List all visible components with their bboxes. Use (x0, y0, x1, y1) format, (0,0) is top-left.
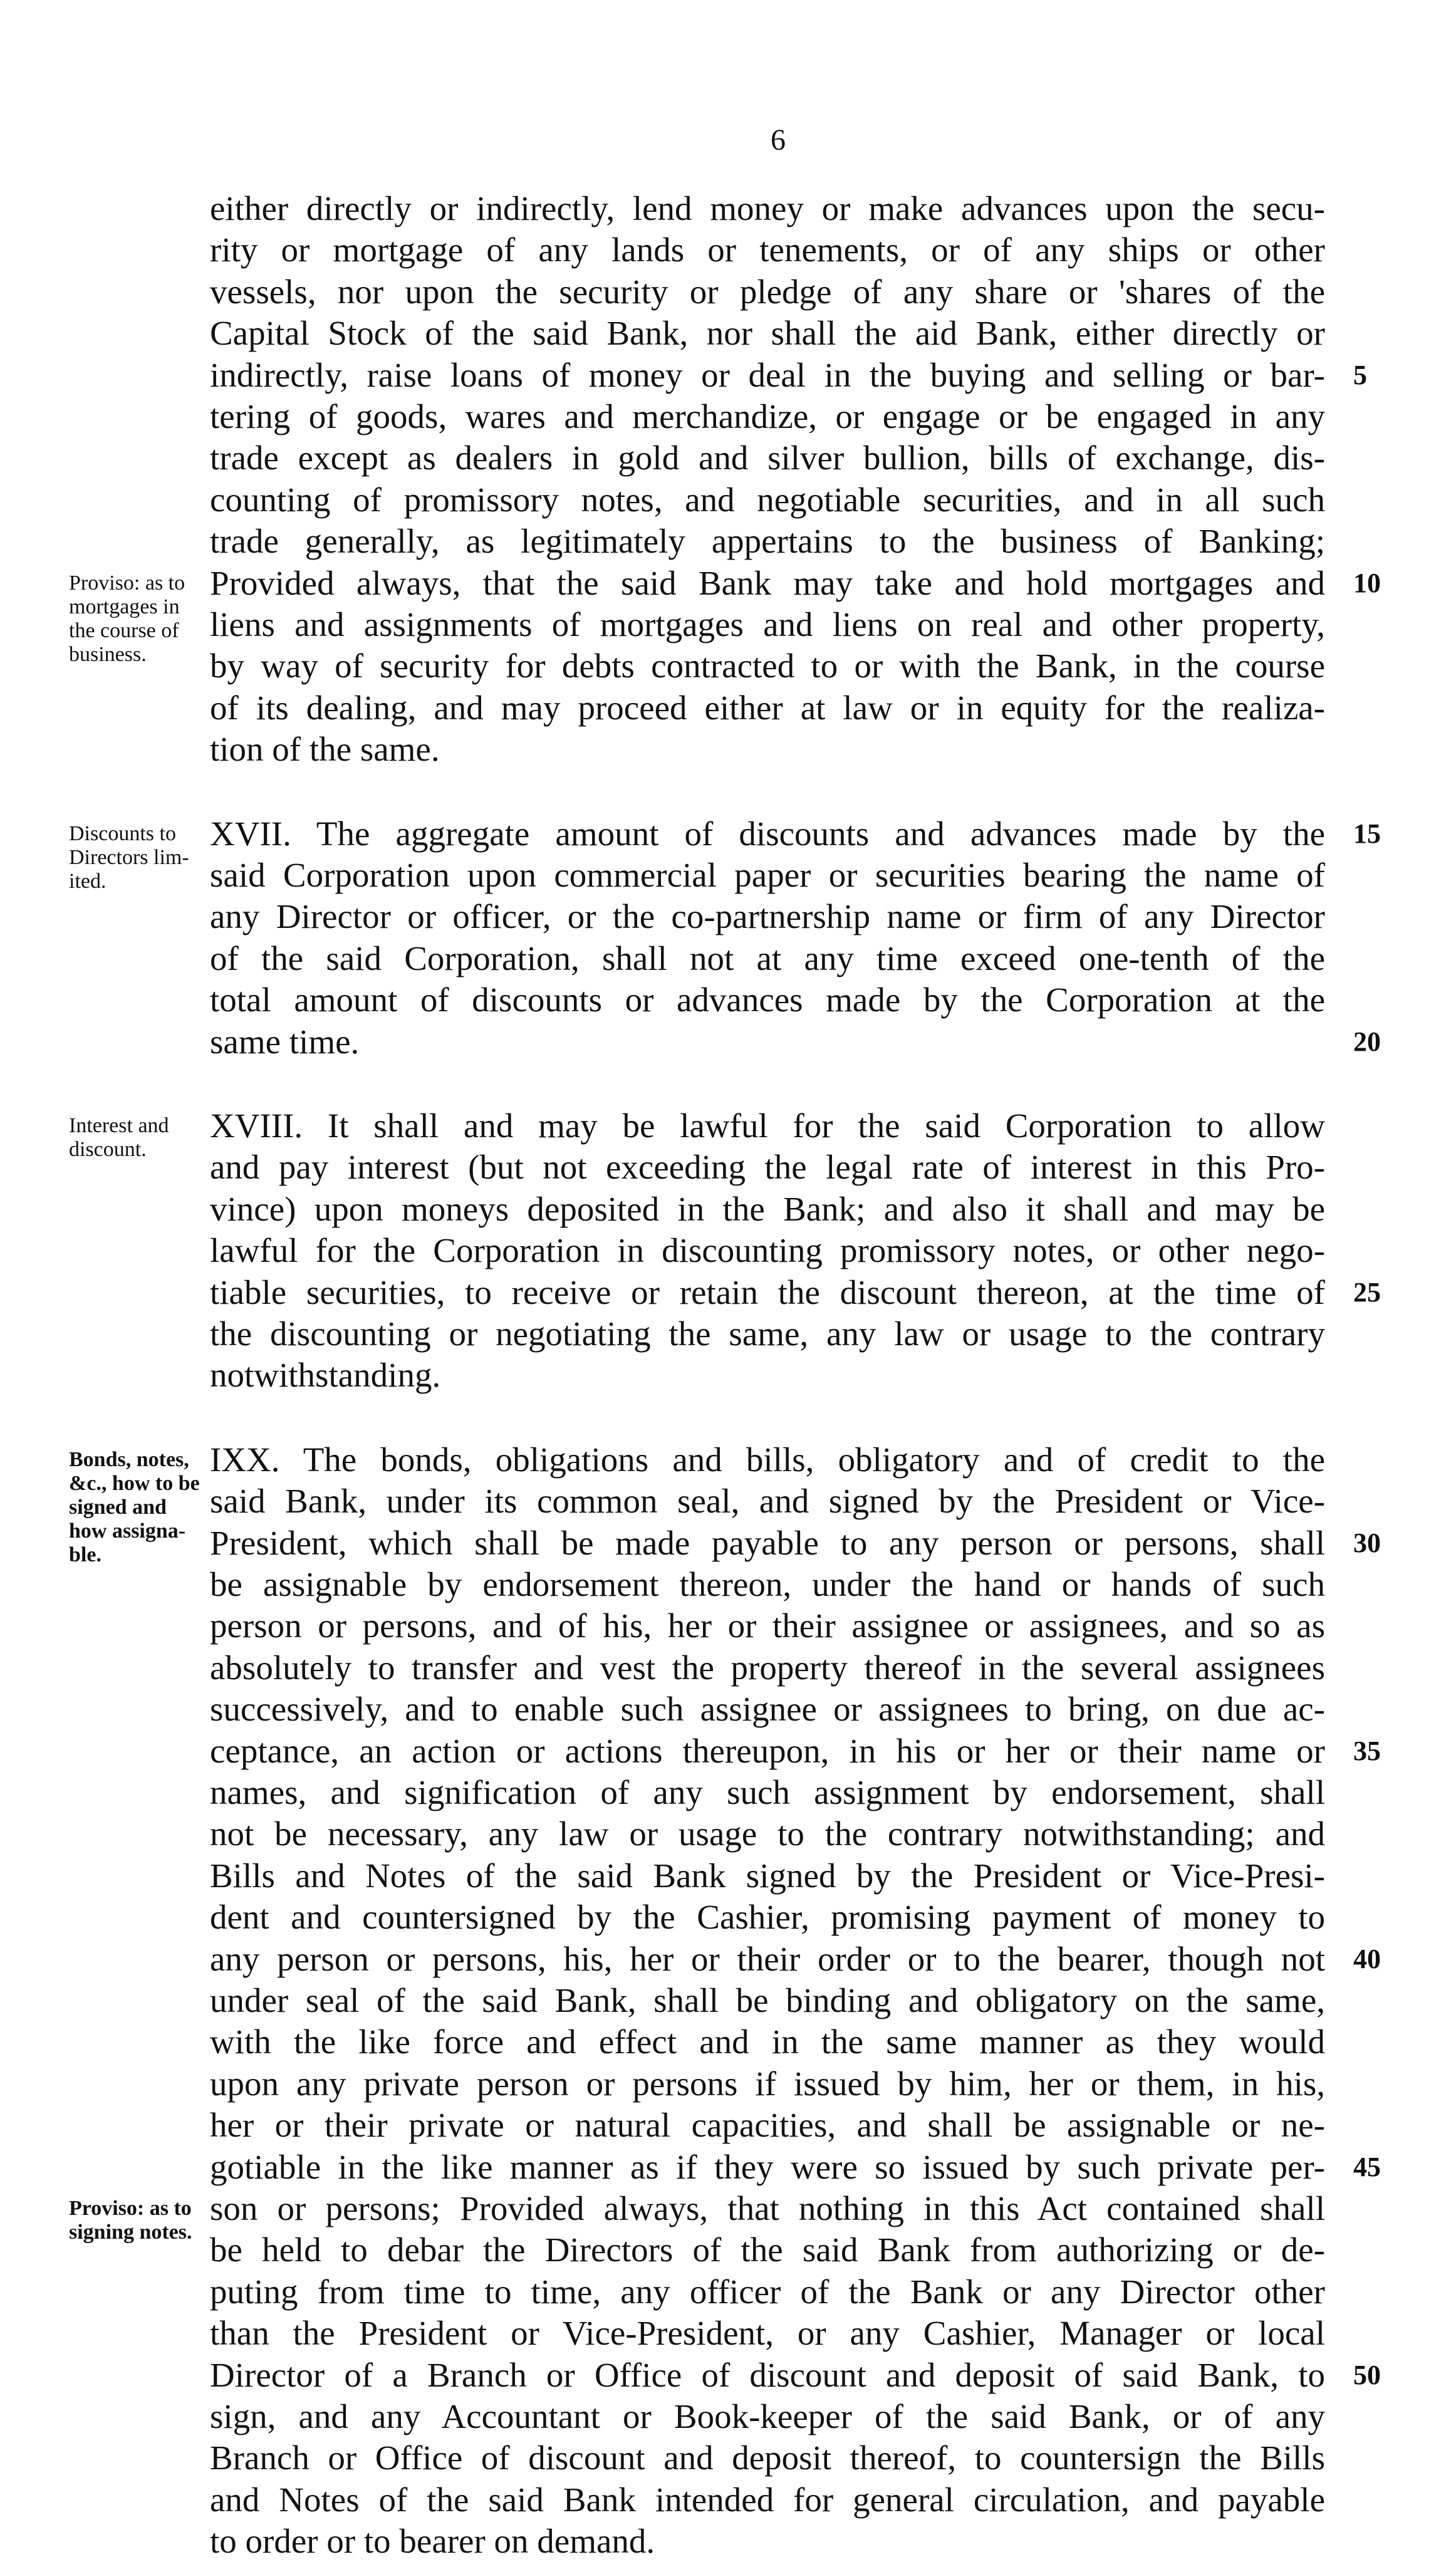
line-number: 20 (1353, 1026, 1381, 1057)
body-line: trade except as dealers in gold and silver bullion, bills of exchange, dis- (210, 439, 1325, 477)
body-line: son or persons; Provided always, that nothing in this Act contained shall (210, 2189, 1325, 2227)
body-line: and Notes of the said Bank intended for general circulation, and payable (210, 2480, 1325, 2519)
body-line: names, and signification of any such assignment by endorsement, shall (210, 1773, 1325, 1811)
body-line: successively, and to enable such assignee or assignees to bring, on due ac- (210, 1690, 1325, 1729)
body-line: Bills and Notes of the said Bank signed by the President or Vice-Presi- (210, 1856, 1325, 1895)
body-line: lawful for the Corporation in discounting promissory notes, or other nego- (210, 1231, 1325, 1270)
body-line: Branch or Office of discount and deposit thereof, to countersign the Bills (210, 2439, 1325, 2477)
body-line: be held to debar the Directors of the said Bank from authorizing or de- (210, 2231, 1325, 2269)
body-line: under seal of the said Bank, shall be binding and obligatory on the same, (210, 1981, 1325, 2019)
line-number: 10 (1353, 567, 1381, 598)
body-line: liens and assignments of mortgages and liens on real and other property, (210, 605, 1325, 643)
body-line: ceptance, an action or actions thereupon, in his or her or their name or (210, 1731, 1325, 1770)
body-line: Capital Stock of the said Bank, nor shall the aid Bank, either directly or (210, 314, 1325, 353)
margin-note: Discounts to Directors lim- ited. (69, 821, 189, 893)
body-line: her or their private or natural capacities, and shall be assignable or ne- (210, 2106, 1325, 2145)
body-line: total amount of discounts or advances made by the Corporation at the (210, 981, 1325, 1019)
body-line: sign, and any Accountant or Book-keeper of the said Bank, or of any (210, 2397, 1325, 2435)
body-line: with the like force and effect and in the same manner as they would (210, 2023, 1325, 2061)
body-line: said Corporation upon commercial paper or securities bearing the name of (210, 856, 1325, 894)
body-line: same time. (210, 1022, 360, 1061)
margin-note: Bonds, notes, &c., how to be signed and how assigna- ble. (69, 1447, 200, 1566)
line-number: 30 (1353, 1527, 1381, 1558)
line-number: 5 (1353, 359, 1367, 390)
body-line: notwithstanding. (210, 1356, 441, 1395)
body-line: absolutely to transfer and vest the property thereof in the several assignees (210, 1648, 1325, 1687)
line-number: 25 (1353, 1276, 1381, 1308)
line-number: 15 (1353, 818, 1381, 849)
body-line: tion of the same. (210, 730, 440, 769)
body-line: indirectly, raise loans of money or deal in the buying and selling or bar- (210, 355, 1325, 394)
body-line: and pay interest (but not exceeding the legal rate of interest in this Pro- (210, 1148, 1325, 1187)
body-line: either directly or indirectly, lend money or make advances upon the secu- (210, 189, 1325, 227)
body-line: person or persons, and of his, her or their assignee or assignees, and so as (210, 1606, 1325, 1645)
body-line: by way of security for debts contracted to or with the Bank, in the course (210, 647, 1325, 685)
body-line: rity or mortgage of any lands or tenements, or of any ships or other (210, 231, 1325, 269)
body-line: upon any private person or persons if issued by him, her or them, in his, (210, 2064, 1325, 2103)
body-line: XVIII. It shall and may be lawful for the said Corporation to allow (210, 1107, 1325, 1145)
body-line: tering of goods, wares and merchandize, or engage or be engaged in any (210, 397, 1325, 435)
body-line: of its dealing, and may proceed either at law or in equity for the realiza- (210, 688, 1325, 727)
body-line: tiable securities, to receive or retain the discount thereon, at the time of (210, 1273, 1325, 1311)
body-line: gotiable in the like manner as if they were so issued by such private per- (210, 2147, 1325, 2186)
body-line: XVII. The aggregate amount of discounts and advances made by the (210, 814, 1325, 853)
body-line: than the President or Vice-President, or any Cashier, Manager or local (210, 2314, 1325, 2353)
page-number: 6 (771, 123, 786, 157)
margin-note: Proviso: as to mortgages in the course of business. (69, 571, 185, 666)
line-number: 50 (1353, 2359, 1381, 2390)
body-line: be assignable by endorsement thereon, under the hand or hands of such (210, 1565, 1325, 1603)
line-number: 35 (1353, 1735, 1381, 1766)
margin-note: Proviso: as to signing notes. (69, 2197, 192, 2244)
body-line: of the said Corporation, shall not at any time exceed one-tenth of the (210, 939, 1325, 977)
body-line: puting from time to time, any officer of the Bank or any Director other (210, 2272, 1325, 2311)
body-line: vince) upon moneys deposited in the Bank; and also it shall and may be (210, 1189, 1325, 1228)
body-line: any person or persons, his, her or their order or to the bearer, though not (210, 1939, 1325, 1978)
body-line: vessels, nor upon the security or pledge of any share or 'shares of the (210, 272, 1325, 311)
body-line: IXX. The bonds, obligations and bills, obligatory and of credit to the (210, 1440, 1325, 1479)
body-line: to order or to bearer on demand. (210, 2522, 655, 2561)
body-line: Provided always, that the said Bank may take and hold mortgages and (210, 563, 1325, 602)
body-line: Director of a Branch or Office of discount and deposit of said Bank, to (210, 2355, 1325, 2394)
body-line: not be necessary, any law or usage to the contrary notwithstanding; and (210, 1815, 1325, 1853)
body-line: President, which shall be made payable to any person or persons, shall (210, 1523, 1325, 1562)
body-line: the discounting or negotiating the same, any law or usage to the contrary (210, 1315, 1325, 1353)
line-number: 45 (1353, 2151, 1381, 2182)
line-number: 40 (1353, 1943, 1381, 1974)
margin-note: Interest and discount. (69, 1114, 169, 1161)
body-line: said Bank, under its common seal, and signed by the President or Vice- (210, 1482, 1325, 1521)
body-line: counting of promissory notes, and negotiable securities, and in all such (210, 480, 1325, 519)
body-line: trade generally, as legitimately appertains to the business of Banking; (210, 522, 1325, 561)
body-line: any Director or officer, or the co-partnership name or firm of any Director (210, 897, 1325, 936)
body-line: dent and countersigned by the Cashier, promising payment of money to (210, 1898, 1325, 1937)
